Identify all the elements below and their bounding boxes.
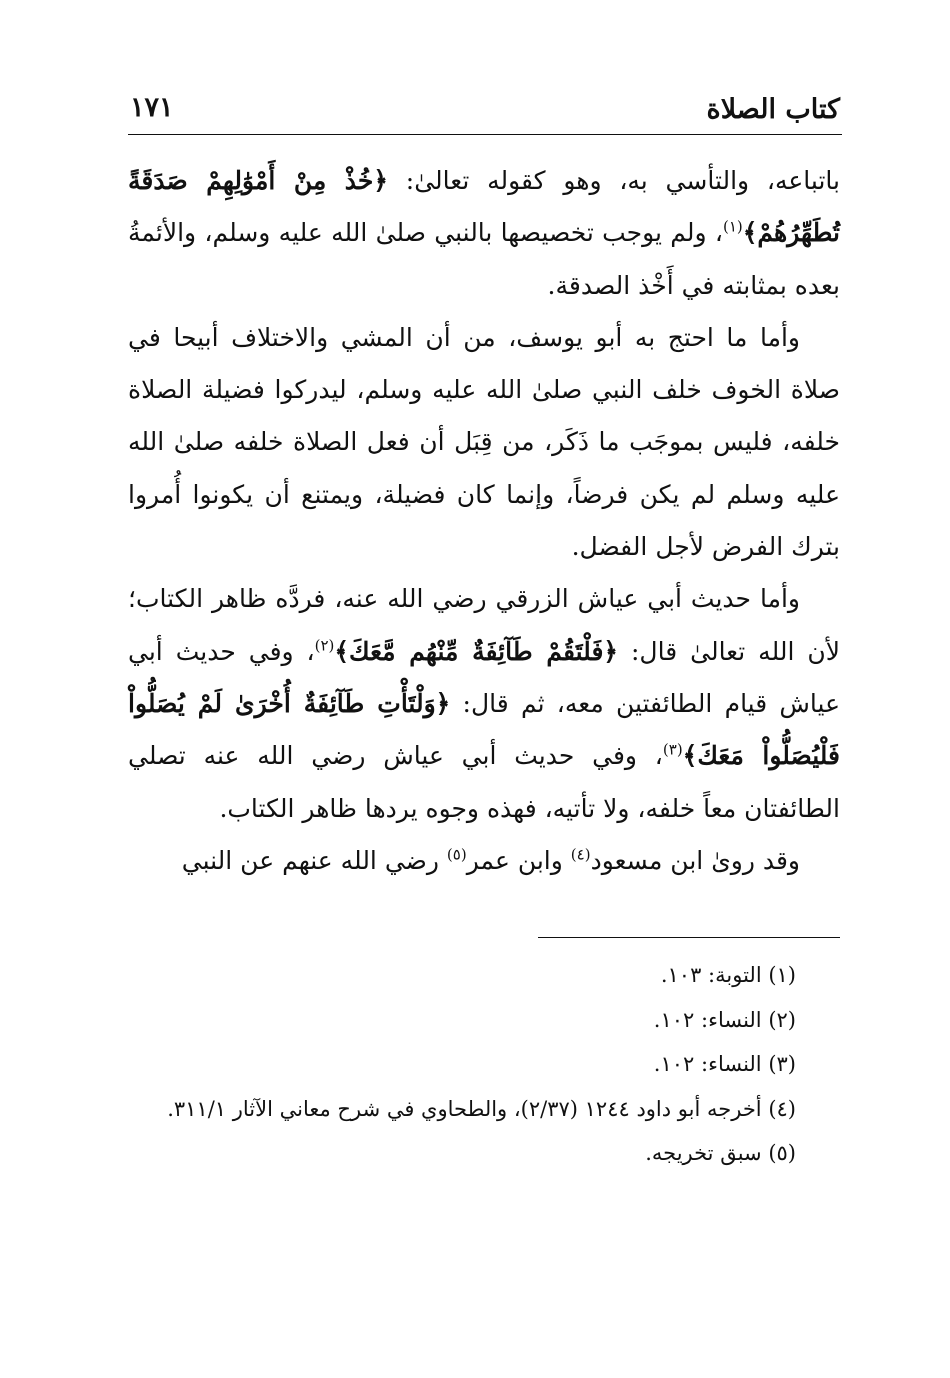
text: باتباعه، والتأسي به، وهو كقوله تعالىٰ:	[388, 166, 840, 195]
text: ، وفي حديث أبي عياش قيام الطائفتين معه، ثم قال:	[128, 636, 841, 718]
text: رضي الله عنهم عن النبي	[181, 845, 447, 875]
footnote-ref: (٤)	[570, 845, 591, 864]
footnote-ref: (٥)	[446, 845, 467, 864]
header-rule	[128, 134, 842, 135]
text: وأما حديث أبي عياش الزرقي رضي الله عنه، فردَّه ظاهر الكتاب؛ لأن الله تعالىٰ قال:	[128, 584, 840, 666]
page-number: ١٧١	[130, 92, 174, 123]
text: ، ولم يوجب تخصيصها بالنبي صلىٰ الله عليه وسلم، والأئمةُ بعده بمثابته في أَخْذ الصدقة.	[128, 218, 840, 300]
paragraph-3	[128, 573, 840, 834]
quran-verse: ﴿خُذْ مِنْ أَمْوَٰلِهِمْ صَدَقَةً تُطَهِّرُهُمْ﴾	[128, 166, 840, 248]
paragraph-1	[128, 155, 840, 312]
footnote-5: (٥) سبق تخريجه.	[645, 1141, 796, 1165]
footnote-ref: (٣)	[662, 740, 683, 759]
quran-verse: ﴿فَلْتَقُمْ طَآئِفَةٌ مِّنْهُم مَّعَكَ﴾	[334, 636, 619, 666]
footnote-ref: (١)	[722, 217, 743, 236]
footnote-ref: (٢)	[314, 636, 335, 655]
running-title: كتاب الصلاة	[706, 94, 840, 125]
text: وقد روىٰ ابن مسعود	[590, 845, 800, 875]
footnote-2: (٢) النساء: ١٠٢.	[653, 1007, 796, 1032]
footnotes	[128, 953, 840, 1176]
footnote-rule	[538, 937, 840, 938]
paragraph-2: وأما ما احتج به أبو يوسف، من أن المشي والاختلاف أبيحا في صلاة الخوف خلف النبي صلىٰ الله عليه وسلم، ليدركوا فضيلة الصلاة خلفه، فليس بموجَب ما ذَكَر، من قِبَل أن فعل الصلاة خلفه صلىٰ الله عليه وسلم لم يكن فرضاً، وإنما كان فضيلة، ويمتنع أن يكونوا أُمروا بترك الفرض لأجل الفضل.	[128, 322, 840, 562]
quran-verse: ﴿وَلْتَأْتِ طَآئِفَةٌ أُخْرَىٰ لَمْ يُصَلُّواْ فَلْيُصَلُّواْ مَعَكَ﴾	[128, 688, 841, 771]
text: ، وفي حديث أبي عياش رضي الله عنه تصلي الطائفتان معاً خلفه، ولا تأتيه، فهذه وجوه يردها ظاهر الكتاب.	[128, 741, 840, 823]
paragraph-4	[128, 835, 840, 887]
text: وابن عمر	[466, 845, 571, 875]
footnote-4: (٤) أخرجه أبو داود ١٢٤٤ (٢/٣٧)، والطحاوي في شرح معاني الآثار ٣١١/١.	[167, 1096, 796, 1121]
footnote-1: (١) التوبة: ١٠٣.	[660, 963, 796, 987]
footnote-3: (٣) النساء: ١٠٢.	[653, 1052, 796, 1076]
main-text	[128, 155, 840, 887]
